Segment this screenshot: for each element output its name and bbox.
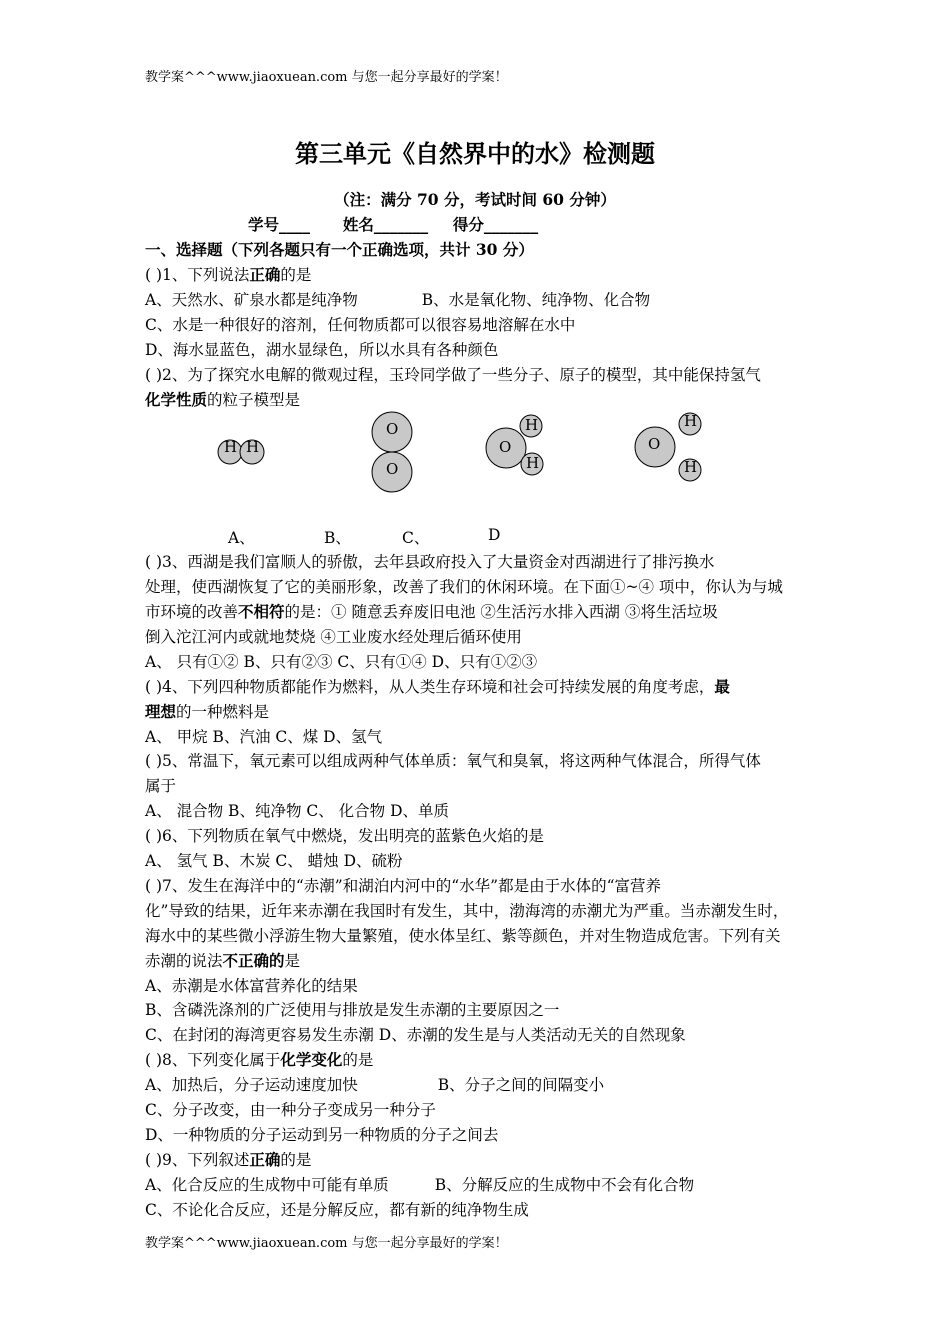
label-d: D <box>488 526 501 544</box>
question-5: ( )5、常温下，氧元素可以组成两种气体单质：氧气和臭氧，将这两种气体混合，所得气体 <box>145 752 761 770</box>
molecule-b-oxygen <box>372 412 412 492</box>
q8-option-d: D、一种物质的分子运动到另一种物质的分子之间去 <box>145 1126 499 1144</box>
q6-options: A、 氢气 B、木炭 C、 蜡烛 D、硫粉 <box>145 852 403 870</box>
svg-text:H: H <box>224 438 238 456</box>
label-a: A、 <box>228 529 255 547</box>
question-7-cont3: 赤潮的说法不正确的是 <box>145 952 301 970</box>
molecule-c-water <box>486 415 543 475</box>
label-c: C、 <box>402 529 430 547</box>
svg-text:H: H <box>684 458 698 476</box>
section-heading: 一、选择题（下列各题只有一个正确选项，共计 30 分） <box>145 240 534 259</box>
svg-text:O: O <box>386 420 399 438</box>
q1-option-c: C、水是一种很好的溶剂，任何物质都可以很容易地溶解在水中 <box>145 316 576 334</box>
question-2-cont: 化学性质的粒子模型是 <box>145 391 301 409</box>
q9-options-ab: A、化合反应的生成物中可能有单质 B、分解反应的生成物中不会有化合物 <box>145 1176 695 1194</box>
question-4: ( )4、下列四种物质都能作为燃料，从人类生存环境和社会可持续发展的角度考虑，最 <box>145 678 730 696</box>
question-7: ( )7、发生在海洋中的“赤潮”和湖泊内河中的“水华”都是由于水体的“富营养 <box>145 877 662 895</box>
q8-option-c: C、分子改变，由一种分子变成另一种分子 <box>145 1101 436 1119</box>
student-name-field: 姓名_______ <box>342 215 429 234</box>
molecule-models <box>0 0 950 530</box>
q7-option-b: B、含磷洗涤剂的广泛使用与排放是发生赤潮的主要原因之一 <box>145 1001 560 1019</box>
svg-text:O: O <box>648 435 661 453</box>
question-3-cont2: 市环境的改善不相符的是：① 随意丢弃废旧电池 ②生活污水排入西湖 ③将生活垃圾 <box>145 603 718 621</box>
student-id-field: 学号____ <box>248 215 311 234</box>
molecule-a-hydrogen <box>218 438 264 464</box>
question-3-cont1: 处理，使西湖恢复了它的美丽形象，改善了我们的休闲环境。在下面①~④ 项中，你认为与城 <box>145 578 783 596</box>
question-2: ( )2、为了探究水电解的微观过程，玉玲同学做了一些分子、原子的模型，其中能保持氢气 <box>145 366 761 384</box>
q4-options: A、 甲烷 B、汽油 C、煤 D、氢气 <box>145 728 383 746</box>
q7-options-cd: C、在封闭的海湾更容易发生赤潮 D、赤潮的发生是与人类活动无关的自然现象 <box>145 1026 686 1044</box>
svg-text:O: O <box>499 438 512 456</box>
svg-text:O: O <box>386 460 399 478</box>
q3-options: A、 只有①② B、只有②③ C、只有①④ D、只有①②③ <box>145 653 538 671</box>
question-8: ( )8、下列变化属于化学变化的是 <box>145 1051 374 1069</box>
page-footer: 教学案^^^www.jiaoxuean.com 与您一起分享最好的学案！ <box>145 1236 508 1251</box>
q1-options-ab: A、天然水、矿泉水都是纯净物 B、水是氧化物、纯净物、化合物 <box>145 291 651 309</box>
page-title: 第三单元《自然界中的水》检测题 <box>295 140 655 168</box>
svg-text:H: H <box>525 416 539 434</box>
molecule-d-water <box>635 412 701 481</box>
q7-option-a: A、赤潮是水体富营养化的结果 <box>145 977 358 995</box>
q8-options-ab: A、加热后，分子运动速度加快 B、分子之间的间隔变小 <box>145 1076 605 1094</box>
page-header: 教学案^^^www.jiaoxuean.com 与您一起分享最好的学案！ <box>145 70 508 85</box>
q1-option-d: D、海水显蓝色，湖水显绿色，所以水具有各种颜色 <box>145 341 499 359</box>
question-3: ( )3、西湖是我们富顺人的骄傲，去年县政府投入了大量资金对西湖进行了排污换水 <box>145 553 715 571</box>
question-1: ( )1、下列说法正确的是 <box>145 266 312 284</box>
svg-text:H: H <box>526 454 540 472</box>
svg-text:H: H <box>246 438 260 456</box>
question-7-cont1: 化”导致的结果，近年来赤潮在我国时有发生，其中，渤海湾的赤潮尤为严重。当赤潮发生时， <box>145 902 789 920</box>
student-score-field: 得分_______ <box>452 215 539 234</box>
question-3-cont3: 倒入沱江河内或就地焚烧 ④工业废水经处理后循环使用 <box>145 628 522 646</box>
svg-text:H: H <box>684 412 698 430</box>
q5-options: A、 混合物 B、纯净物 C、 化合物 D、单质 <box>145 802 450 820</box>
question-6: ( )6、下列物质在氧气中燃烧，发出明亮的蓝紫色火焰的是 <box>145 827 544 845</box>
q9-option-c: C、不论化合反应，还是分解反应，都有新的纯净物生成 <box>145 1201 529 1219</box>
question-5-cont: 属于 <box>145 777 177 795</box>
exam-note: （注：满分 70 分，考试时间 60 分钟） <box>334 190 616 209</box>
question-9: ( )9、下列叙述正确的是 <box>145 1151 312 1169</box>
question-4-cont: 理想的一种燃料是 <box>145 703 270 721</box>
label-b: B、 <box>324 529 351 547</box>
question-7-cont2: 海水中的某些微小浮游生物大量繁殖，使水体呈红、紫等颜色，并对生物造成危害。下列有关 <box>145 927 781 945</box>
